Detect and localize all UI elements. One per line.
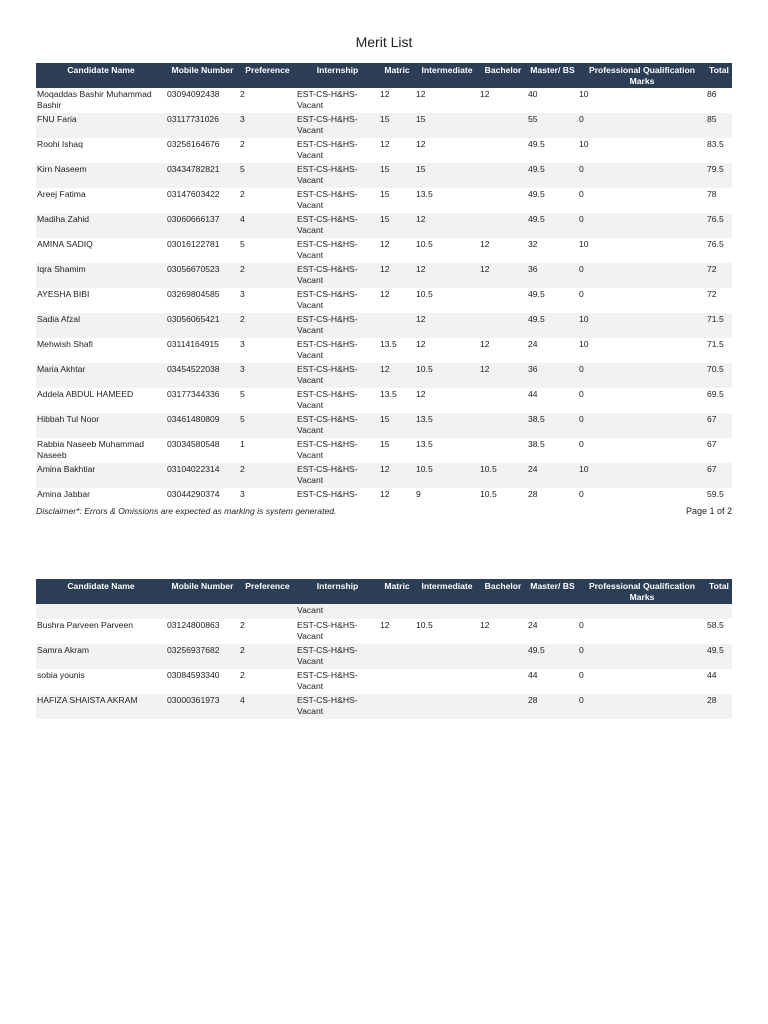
cell-mobile-number: 03104022314 — [166, 463, 239, 488]
cell-mobile-number: 03114164915 — [167, 339, 219, 349]
cell-mobile-number: 03034580548 — [167, 439, 220, 449]
table-row — [36, 619, 732, 644]
cell-bachelor — [479, 669, 527, 694]
cell-internship: EST-CS-H&HS-Vacant — [296, 463, 379, 488]
cell-intermediate: 15 — [415, 113, 479, 138]
cell-preference: 3 — [240, 289, 245, 299]
cell-candidate-name: Rabbia Naseeb Muhammad Naseeb — [37, 439, 145, 460]
cell-master-bs: 49.5 — [528, 139, 545, 149]
cell-master-bs: 44 — [528, 389, 538, 399]
cell-professional-qualification-marks — [578, 604, 706, 619]
table-row — [36, 188, 732, 213]
cell-intermediate: 10.5 — [415, 363, 479, 388]
cell-mobile-number: 03454522038 — [166, 363, 239, 388]
cell-matric — [379, 694, 415, 719]
cell-mobile-number: 03060666137 — [166, 213, 239, 238]
cell-internship: EST-CS-H&HS-Vacant — [297, 439, 358, 460]
table-row — [36, 669, 732, 694]
cell-total: 85 — [706, 113, 732, 138]
cell-bachelor: 12 — [479, 619, 527, 644]
cell-internship: EST-CS-H&HS-Vacant — [297, 189, 358, 210]
cell-master-bs: 36 — [527, 263, 578, 288]
column-header-master-bs: Master/ BS — [527, 579, 578, 604]
cell-internship: EST-CS-H&HS-Vacant — [296, 113, 379, 138]
cell-preference: 2 — [240, 89, 245, 99]
cell-mobile-number: 03256937682 — [166, 644, 239, 669]
cell-bachelor — [479, 388, 527, 413]
table-row — [36, 163, 732, 188]
cell-mobile-number: 03461480809 — [166, 413, 239, 438]
cell-preference: 2 — [239, 644, 296, 669]
cell-matric: 15 — [380, 439, 390, 449]
cell-total: 76.5 — [706, 213, 732, 238]
cell-candidate-name — [36, 604, 166, 619]
column-header-candidate-name: Candidate Name — [36, 579, 166, 604]
cell-preference: 2 — [239, 263, 296, 288]
cell-master-bs: 49.5 — [528, 289, 545, 299]
column-header-matric: Matric — [379, 579, 415, 604]
cell-professional-qualification-marks: 0 — [578, 113, 706, 138]
cell-master-bs: 38.5 — [527, 413, 578, 438]
cell-master-bs: 38.5 — [528, 439, 545, 449]
cell-preference: 3 — [239, 363, 296, 388]
cell-intermediate: 13.5 — [416, 439, 433, 449]
column-header-mobile-number: Mobile Number — [166, 63, 239, 88]
cell-total: 79.5 — [706, 163, 732, 188]
cell-professional-qualification-marks: 0 — [579, 189, 584, 199]
cell-preference: 5 — [240, 389, 245, 399]
merit-table-page1 — [36, 63, 732, 513]
cell-candidate-name: HAFIZA SHAISTA AKRAM — [36, 694, 166, 719]
cell-preference: 2 — [239, 463, 296, 488]
cell-preference: 5 — [239, 163, 296, 188]
cell-intermediate: 10.5 — [415, 463, 479, 488]
table-row — [36, 263, 732, 288]
cell-matric: 12 — [379, 363, 415, 388]
cell-internship: EST-CS-H&HS-Vacant — [297, 289, 358, 310]
cell-preference: 2 — [240, 139, 245, 149]
cell-internship: EST-CS-H&HS-Vacant — [297, 139, 358, 160]
column-header-professional-qualification-marks: Professional Qualification Marks — [578, 579, 706, 604]
table-row — [36, 644, 732, 669]
cell-internship: EST-CS-H&HS-Vacant — [296, 263, 379, 288]
cell-intermediate — [415, 669, 479, 694]
cell-bachelor — [479, 313, 527, 338]
cell-mobile-number: 03094092438 — [167, 89, 220, 99]
cell-professional-qualification-marks: 0 — [578, 163, 706, 188]
table-row — [36, 338, 732, 363]
cell-master-bs: 28 — [527, 694, 578, 719]
cell-master-bs — [527, 604, 578, 619]
cell-bachelor — [479, 213, 527, 238]
cell-matric — [379, 669, 415, 694]
column-header-professional-qualification-marks: Professional Qualification Marks — [578, 63, 706, 88]
table-row — [36, 313, 732, 338]
cell-candidate-name: Amina Jabbar — [37, 489, 91, 499]
cell-candidate-name: Maria Akhtar — [36, 363, 166, 388]
cell-preference: 4 — [239, 213, 296, 238]
cell-candidate-name: AMINA SADIQ — [37, 239, 93, 249]
cell-mobile-number — [166, 604, 239, 619]
page-title: Merit List — [355, 34, 413, 50]
cell-preference: 4 — [239, 694, 296, 719]
cell-intermediate: 12 — [416, 89, 426, 99]
cell-intermediate: 13.5 — [416, 189, 433, 199]
cell-mobile-number: 03056065421 — [166, 313, 239, 338]
cell-preference: 3 — [240, 339, 245, 349]
cell-master-bs: 24 — [528, 339, 538, 349]
cell-master-bs: 49.5 — [528, 189, 545, 199]
table-row — [36, 288, 732, 313]
cell-master-bs: 24 — [527, 619, 578, 644]
cell-total: 67 — [706, 413, 732, 438]
cell-candidate-name: Roohi Ishaq — [37, 139, 83, 149]
cell-preference: 5 — [240, 239, 245, 249]
cell-professional-qualification-marks: 0 — [578, 263, 706, 288]
cell-bachelor: 12 — [479, 263, 527, 288]
cell-bachelor — [479, 694, 527, 719]
cell-bachelor: 12 — [479, 363, 527, 388]
cell-total: 71.5 — [706, 313, 732, 338]
table-row — [36, 238, 732, 263]
cell-matric: 12 — [380, 89, 390, 99]
cell-total: 86 — [707, 89, 717, 99]
cell-candidate-name: AYESHA BIBI — [37, 289, 90, 299]
cell-professional-qualification-marks: 10 — [579, 339, 589, 349]
cell-mobile-number: 03044290374 — [167, 489, 220, 499]
cell-intermediate: 12 — [416, 139, 426, 149]
cell-intermediate: 12 — [416, 389, 426, 399]
cell-preference: 5 — [239, 413, 296, 438]
column-header-intermediate: Intermediate — [415, 63, 479, 88]
cell-total: 67 — [707, 439, 717, 449]
cell-bachelor — [479, 644, 527, 669]
cell-master-bs: 55 — [527, 113, 578, 138]
cell-mobile-number: 03124800863 — [166, 619, 239, 644]
merit-table-page2 — [36, 579, 732, 719]
column-header-master-bs: Master/ BS — [527, 63, 578, 88]
cell-total: 78 — [707, 189, 717, 199]
cell-candidate-name: Addela ABDUL HAMEED — [37, 389, 134, 399]
cell-mobile-number: 03269804585 — [167, 289, 220, 299]
cell-total: 59.5 — [707, 489, 724, 499]
cell-bachelor: 10.5 — [479, 463, 527, 488]
cell-total: 70.5 — [706, 363, 732, 388]
cell-mobile-number: 03256164676 — [167, 139, 220, 149]
cell-master-bs: 44 — [527, 669, 578, 694]
cell-professional-qualification-marks: 0 — [579, 489, 584, 499]
cell-candidate-name: Kirn Naseem — [36, 163, 166, 188]
cell-internship: EST-CS-H&HS-Vacant — [296, 413, 379, 438]
cell-total: 69.5 — [707, 389, 724, 399]
cell-professional-qualification-marks: 0 — [579, 439, 584, 449]
table-row — [36, 88, 732, 113]
cell-intermediate: 13.5 — [415, 413, 479, 438]
cell-total: 67 — [706, 463, 732, 488]
cell-mobile-number: 03117731026 — [166, 113, 239, 138]
cell-mobile-number: 03434782821 — [166, 163, 239, 188]
cell-professional-qualification-marks: 10 — [578, 463, 706, 488]
cell-total: 83.5 — [707, 139, 724, 149]
cell-professional-qualification-marks: 10 — [579, 239, 589, 249]
cell-intermediate: 12 — [415, 213, 479, 238]
cell-intermediate: 12 — [416, 339, 426, 349]
cell-bachelor — [479, 138, 527, 163]
cell-intermediate: 15 — [415, 163, 479, 188]
cell-intermediate — [415, 644, 479, 669]
column-header-intermediate: Intermediate — [415, 579, 479, 604]
cell-mobile-number: 03056670523 — [166, 263, 239, 288]
cell-professional-qualification-marks: 0 — [579, 289, 584, 299]
cell-matric: 15 — [380, 189, 390, 199]
column-header-matric: Matric — [379, 63, 415, 88]
cell-matric: 12 — [380, 489, 390, 499]
cell-matric: 12 — [379, 263, 415, 288]
cell-internship: EST-CS-H&HS-Vacant — [297, 389, 358, 410]
cell-intermediate: 9 — [416, 489, 421, 499]
cell-mobile-number: 03177344336 — [167, 389, 220, 399]
cell-preference: 3 — [240, 489, 245, 499]
cell-intermediate: 10.5 — [416, 289, 433, 299]
cell-bachelor — [479, 288, 527, 313]
cell-internship: EST-CS-H&HS-Vacant — [297, 89, 358, 110]
cell-candidate-name: Hibbah Tul Noor — [36, 413, 166, 438]
column-header-preference: Preference — [239, 579, 296, 604]
column-header-preference: Preference — [239, 63, 296, 88]
cell-internship: EST-CS-H&HS-Vacant — [296, 313, 379, 338]
cell-matric: 13.5 — [380, 339, 397, 349]
cell-preference: 2 — [239, 619, 296, 644]
column-header-internship: Internship — [296, 63, 379, 88]
cell-master-bs: 36 — [527, 363, 578, 388]
cell-professional-qualification-marks: 0 — [579, 389, 584, 399]
cell-total — [706, 604, 732, 619]
table-row — [36, 138, 732, 163]
column-header-bachelor: Bachelor — [479, 579, 527, 604]
cell-master-bs: 24 — [527, 463, 578, 488]
table-row — [36, 213, 732, 238]
cell-total: 44 — [706, 669, 732, 694]
cell-matric: 15 — [379, 113, 415, 138]
cell-intermediate — [415, 694, 479, 719]
cell-candidate-name: FNU Faria — [36, 113, 166, 138]
cell-matric — [379, 604, 415, 619]
cell-internship: EST-CS-H&HS-Vacant — [296, 363, 379, 388]
cell-candidate-name: Madiha Zahid — [36, 213, 166, 238]
cell-candidate-name: Moqaddas Bashir Muhammad Bashir — [37, 89, 152, 110]
table-row — [36, 463, 732, 488]
cell-internship: EST-CS-H&HS-Vacant — [297, 339, 358, 360]
cell-matric: 15 — [379, 413, 415, 438]
cell-total: 28 — [706, 694, 732, 719]
table-row — [36, 694, 732, 719]
cell-professional-qualification-marks: 0 — [578, 619, 706, 644]
cell-professional-qualification-marks: 10 — [579, 139, 589, 149]
table-header-row — [36, 579, 732, 604]
cell-professional-qualification-marks: 10 — [579, 89, 589, 99]
cell-master-bs: 32 — [528, 239, 538, 249]
cell-master-bs: 49.5 — [527, 213, 578, 238]
cell-bachelor: 12 — [480, 89, 490, 99]
cell-professional-qualification-marks: 0 — [578, 694, 706, 719]
cell-professional-qualification-marks: 0 — [578, 669, 706, 694]
cell-candidate-name: sobia younis — [36, 669, 166, 694]
cell-candidate-name: Bushra Parveen Parveen — [36, 619, 166, 644]
cell-mobile-number: 03016122781 — [167, 239, 220, 249]
cell-bachelor — [479, 604, 527, 619]
cell-preference: 2 — [239, 313, 296, 338]
cell-total: 76.5 — [707, 239, 724, 249]
cell-total: 49.5 — [706, 644, 732, 669]
cell-internship: EST-CS-H&HS-Vacant — [296, 619, 379, 644]
cell-preference: 2 — [240, 189, 245, 199]
cell-mobile-number: 03147603422 — [167, 189, 220, 199]
cell-total: 58.5 — [706, 619, 732, 644]
cell-bachelor: 10.5 — [480, 489, 497, 499]
table-body — [36, 88, 732, 513]
cell-bachelor — [479, 188, 527, 213]
table-row — [36, 604, 732, 619]
cell-master-bs: 49.5 — [527, 644, 578, 669]
cell-preference: 1 — [240, 439, 245, 449]
cell-preference — [239, 604, 296, 619]
cell-candidate-name: Areej Fatima — [37, 189, 86, 199]
cell-matric — [379, 313, 415, 338]
column-header-internship: Internship — [296, 579, 379, 604]
table-row — [36, 363, 732, 388]
cell-bachelor: 12 — [480, 339, 490, 349]
cell-bachelor — [479, 413, 527, 438]
cell-matric: 13.5 — [380, 389, 397, 399]
cell-master-bs: 49.5 — [527, 163, 578, 188]
cell-mobile-number: 03084593340 — [166, 669, 239, 694]
cell-internship: EST-CS-H&HS- — [297, 489, 358, 499]
cell-internship: EST-CS-H&HS-Vacant — [296, 163, 379, 188]
cell-candidate-name: Sadia Afzal — [36, 313, 166, 338]
cell-bachelor: 12 — [480, 239, 490, 249]
cell-intermediate — [415, 604, 479, 619]
cell-internship: Vacant — [296, 604, 379, 619]
cell-matric: 15 — [379, 213, 415, 238]
cell-candidate-name: Iqra Shamim — [36, 263, 166, 288]
cell-professional-qualification-marks: 0 — [578, 644, 706, 669]
cell-mobile-number: 03000361973 — [166, 694, 239, 719]
cell-preference: 2 — [239, 669, 296, 694]
column-header-total: Total — [706, 579, 732, 604]
cell-internship: EST-CS-H&HS-Vacant — [296, 694, 379, 719]
column-header-mobile-number: Mobile Number — [166, 579, 239, 604]
cell-internship: EST-CS-H&HS-Vacant — [296, 213, 379, 238]
page-number: Page 1 of 2 — [685, 506, 732, 516]
table-row — [36, 388, 732, 413]
cell-matric: 12 — [380, 139, 390, 149]
cell-internship: EST-CS-H&HS-Vacant — [297, 239, 358, 260]
cell-bachelor — [479, 438, 527, 463]
table-row — [36, 413, 732, 438]
column-header-total: Total — [706, 63, 732, 88]
cell-professional-qualification-marks: 0 — [578, 413, 706, 438]
cell-matric: 12 — [380, 239, 390, 249]
cell-preference: 3 — [239, 113, 296, 138]
cell-intermediate: 12 — [415, 313, 479, 338]
cell-bachelor — [479, 113, 527, 138]
cell-total: 72 — [707, 289, 717, 299]
table-body — [36, 604, 732, 719]
cell-candidate-name: Mehwish Shafi — [37, 339, 93, 349]
cell-matric: 12 — [380, 289, 390, 299]
cell-matric — [379, 644, 415, 669]
column-header-candidate-name: Candidate Name — [36, 63, 166, 88]
cell-master-bs: 40 — [528, 89, 538, 99]
cell-professional-qualification-marks: 0 — [578, 213, 706, 238]
cell-candidate-name: Amina Bakhtiar — [36, 463, 166, 488]
cell-master-bs: 28 — [528, 489, 538, 499]
cell-internship: EST-CS-H&HS-Vacant — [296, 644, 379, 669]
cell-professional-qualification-marks: 0 — [578, 363, 706, 388]
table-row — [36, 113, 732, 138]
disclaimer-text: Disclaimer*: Errors & Omissions are expected as marking is system generated. — [36, 506, 337, 516]
cell-matric: 12 — [379, 463, 415, 488]
cell-total: 71.5 — [707, 339, 724, 349]
cell-intermediate: 10.5 — [416, 239, 433, 249]
cell-professional-qualification-marks: 10 — [578, 313, 706, 338]
cell-intermediate: 10.5 — [415, 619, 479, 644]
table-row — [36, 438, 732, 463]
cell-internship: EST-CS-H&HS-Vacant — [296, 669, 379, 694]
cell-candidate-name: Samra Akram — [36, 644, 166, 669]
cell-matric: 15 — [379, 163, 415, 188]
cell-intermediate: 12 — [415, 263, 479, 288]
cell-master-bs: 49.5 — [527, 313, 578, 338]
cell-bachelor — [479, 163, 527, 188]
cell-total: 72 — [706, 263, 732, 288]
column-header-bachelor: Bachelor — [479, 63, 527, 88]
cell-matric: 12 — [379, 619, 415, 644]
table-header-row — [36, 63, 732, 88]
